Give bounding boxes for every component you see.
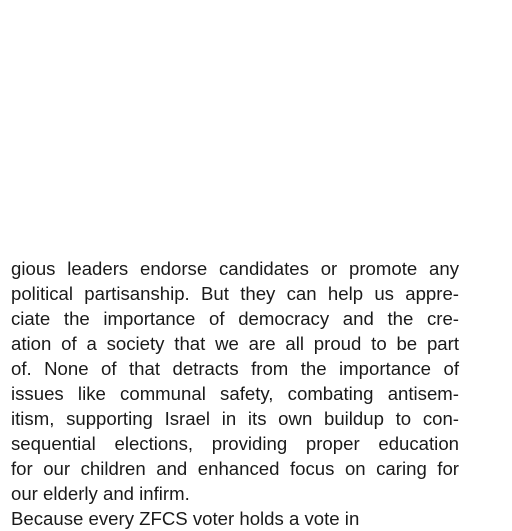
paragraph-line: our elderly and infirm.: [11, 483, 190, 504]
paragraph-line: political partisanship. But they can help us appre-: [11, 283, 459, 304]
paragraph-line: issues like communal safety, combating antisem-: [11, 383, 459, 404]
paragraph-line: of. None of that detracts from the importance of: [11, 358, 459, 379]
next-paragraph-partial-line: Because every ZFCS voter holds a vote in: [11, 508, 360, 529]
paragraph-line: itism, supporting Israel in its own buildup to con-: [11, 408, 459, 429]
paragraph-line: sequential elections, providing proper education: [11, 433, 459, 454]
paragraph-line: gious leaders endorse candidates or promote any: [11, 258, 459, 279]
paragraph-line: for our children and enhanced focus on caring for: [11, 458, 459, 479]
article-paragraph: [11, 256, 459, 529]
paragraph-line: ation of a society that we are all proud to be part: [11, 333, 459, 354]
paragraph-line: ciate the importance of democracy and the cre-: [11, 308, 459, 329]
